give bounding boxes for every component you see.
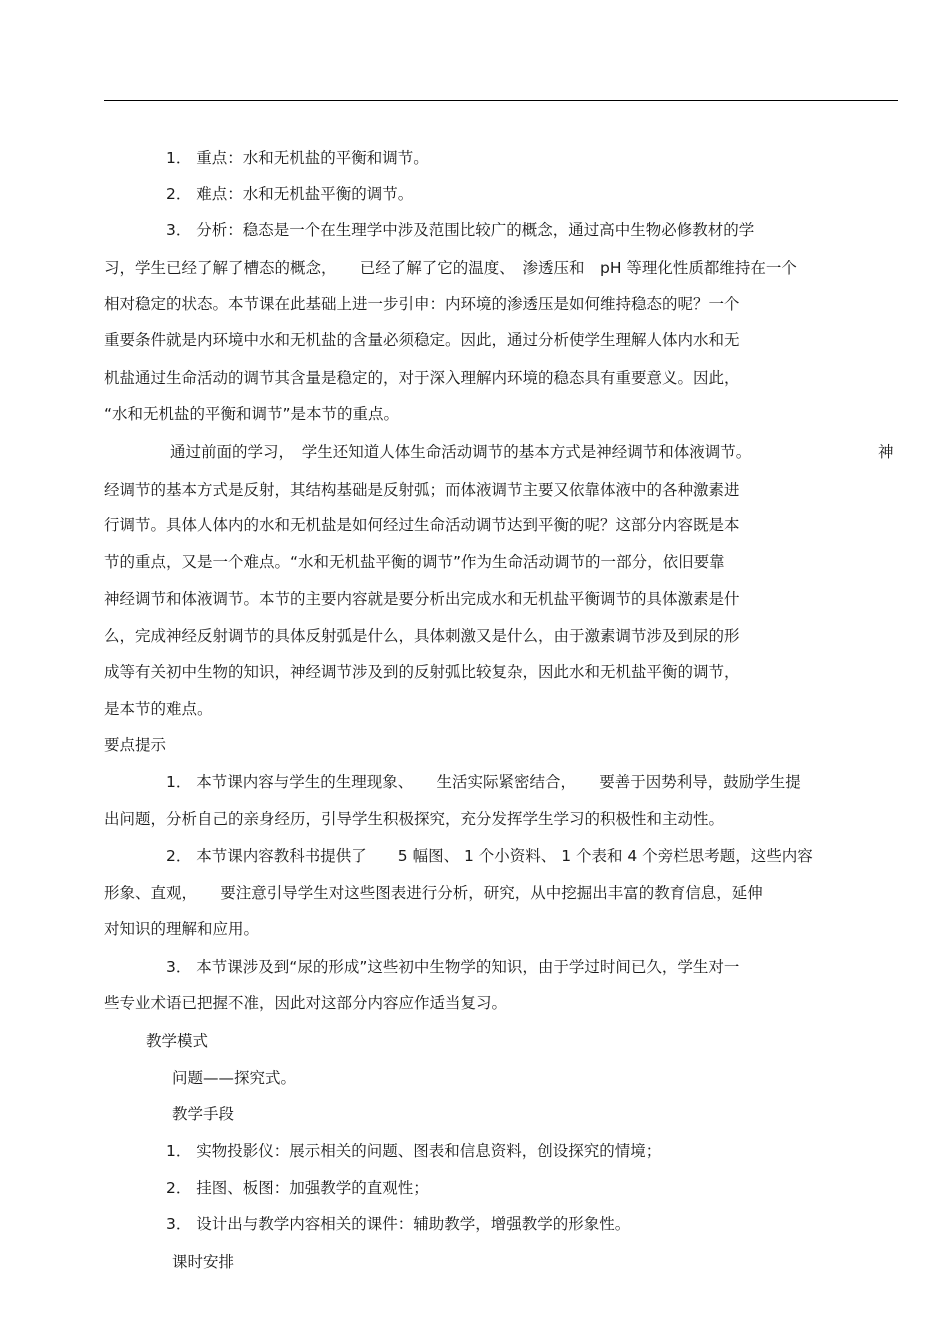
text-line: 1． 重点：水和无机盐的平衡和调节。 (166, 149, 429, 167)
text-line: 重要条件就是内环境中水和无机盐的含量必须稳定。因此，通过分析使学生理解人体内水和无 (104, 331, 740, 349)
text-line: 问题——探究式。 (172, 1069, 297, 1087)
text-line: 2． 本节课内容教科书提供了 5 幅图、 1 个小资料、 1 个表和 4 个旁栏思考题，这些内容 (166, 847, 813, 865)
text-line: 是本节的难点。 (104, 700, 213, 718)
text-line: 些专业术语已把握不准，因此对这部分内容应作适当复习。 (104, 994, 508, 1012)
header-rule (104, 100, 898, 101)
text-line: 相对稳定的状态。本节课在此基础上进一步引申：内环境的渗透压是如何维持稳态的呢？一个 (104, 295, 740, 313)
section-heading: 课时安排 (172, 1253, 235, 1271)
text-line: 经调节的基本方式是反射，其结构基础是反射弧；而体液调节主要又依靠体液中的各种激素进 (104, 481, 740, 499)
text-line: “水和无机盐的平衡和调节”是本节的重点。 (104, 405, 400, 423)
text-line: 神 (878, 443, 894, 461)
text-line: 1． 本节课内容与学生的生理现象、 生活实际紧密结合， 要善于因势利导，鼓励学生提 (166, 773, 801, 791)
text-line: 么，完成神经反射调节的具体反射弧是什么，具体刺激又是什么，由于激素调节涉及到尿的形 (104, 627, 740, 645)
text-line: 对知识的理解和应用。 (104, 920, 260, 938)
section-heading: 教学手段 (172, 1105, 235, 1123)
text-line: 1． 实物投影仪：展示相关的问题、图表和信息资料，创设探究的情境； (166, 1142, 662, 1160)
text-line: 成等有关初中生物的知识，神经调节涉及到的反射弧比较复杂，因此水和无机盐平衡的调节， (104, 663, 740, 681)
text-line: 神经调节和体液调节。本节的主要内容就是要分析出完成水和无机盐平衡调节的具体激素是什 (104, 590, 740, 608)
text-line: 3． 分析：稳态是一个在生理学中涉及范围比较广的概念，通过高中生物必修教材的学 (166, 221, 755, 239)
text-line: 形象、直观， 要注意引导学生对这些图表进行分析，研究，从中挖掘出丰富的教育信息，延伸 (104, 884, 763, 902)
text-line: 2． 难点：水和无机盐平衡的调节。 (166, 185, 414, 203)
text-line: 3． 本节课涉及到“尿的形成”这些初中生物学的知识，由于学过时间已久，学生对一 (166, 958, 740, 976)
text-line: 出问题，分析自己的亲身经历，引导学生积极探究，充分发挥学生学习的积极性和主动性。 (104, 810, 725, 828)
text-line: 习，学生已经了解了槽态的概念， 已经了解了它的温度、 渗透压和 pH 等理化性质都维持在一个 (104, 259, 797, 277)
section-heading: 要点提示 (104, 736, 167, 754)
text-line: 2． 挂图、板图：加强教学的直观性； (166, 1179, 429, 1197)
text-line: 通过前面的学习， 学生还知道人体生命活动调节的基本方式是神经调节和体液调节。 (170, 443, 752, 461)
section-heading: 教学模式 (146, 1032, 209, 1050)
text-line: 3． 设计出与教学内容相关的课件：辅助教学，增强教学的形象性。 (166, 1215, 631, 1233)
text-line: 行调节。具体人体内的水和无机盐是如何经过生命活动调节达到平衡的呢？这部分内容既是本 (104, 516, 740, 534)
text-line: 节的重点，又是一个难点。“水和无机盐平衡的调节”作为生命活动调节的一部分，依旧要靠 (104, 553, 725, 571)
text-line: 机盐通过生命活动的调节其含量是稳定的，对于深入理解内环境的稳态具有重要意义。因此， (104, 369, 740, 387)
